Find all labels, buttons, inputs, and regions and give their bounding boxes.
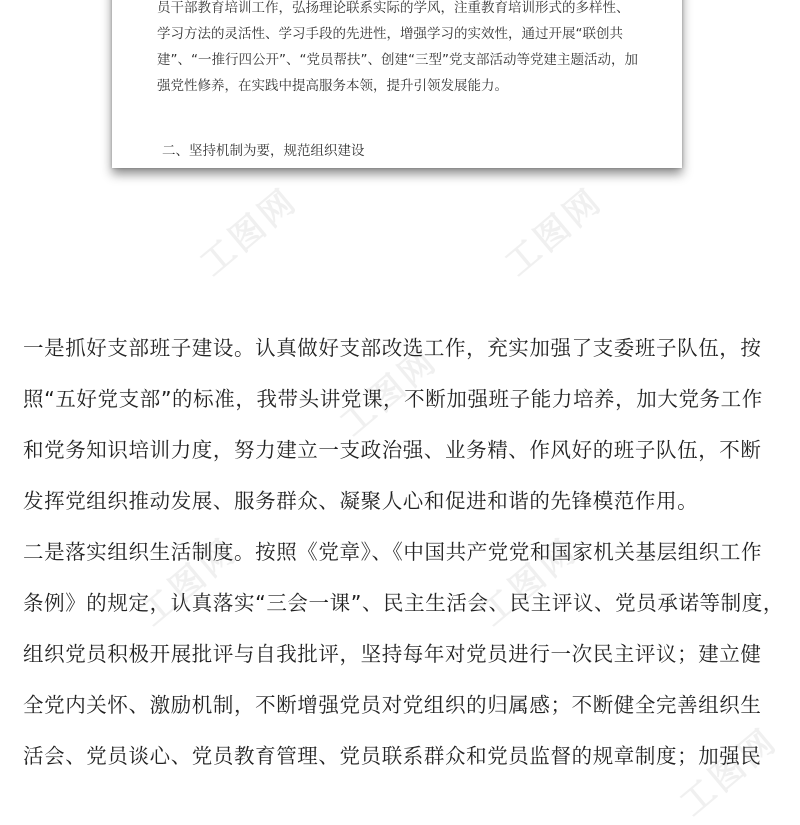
preview-line: 学习方法的灵活性、学习手段的先进性，增强学习的实效性，通过开展“联创共: [157, 26, 623, 42]
preview-line: 员干部教育培训工作，弘扬理论联系实际的学风，注重教育培训形式的多样性、: [157, 0, 630, 16]
body-line: 一是抓好支部班子建设。认真做好支部改选工作，充实加强了支委班子队伍，按: [23, 336, 762, 360]
body-line: 活会、党员谈心、党员教育管理、党员联系群众和党员监督的规章制度；加强民: [23, 744, 762, 768]
preview-line: 建”、“一推行四公开”、“党员帮扶”、创建“三型”党支部活动等党建主题活动，加: [157, 52, 638, 68]
watermark: 工图网: [672, 720, 786, 825]
body-text: [23, 328, 783, 776]
watermark: 工图网: [472, 530, 586, 635]
body-line: 全党内关怀、激励机制，不断增强党员对党组织的归属感；不断健全完善组织生: [23, 693, 762, 717]
document-preview-card: [112, 0, 682, 168]
body-line: 组织党员积极开展批评与自我批评，坚持每年对党员进行一次民主评议；建立健: [23, 642, 762, 666]
preview-section-heading: 二、坚持机制为要，规范组织建设: [162, 143, 365, 159]
body-line: 条例》的规定，认真落实“三会一课”、民主生活会、民主评议、党员承诺等制度，: [23, 591, 784, 615]
body-line: 照“五好党支部”的标准，我带头讲党课，不断加强班子能力培养，加大党务工作: [23, 387, 763, 411]
watermark: 工图网: [132, 530, 246, 635]
watermark: 工图网: [332, 340, 446, 445]
watermark: 工图网: [497, 180, 611, 285]
body-line: 和党务知识培训力度，努力建立一支政治强、业务精、作风好的班子队伍，不断: [23, 438, 762, 462]
body-line: 二是落实组织生活制度。按照《党章》、《中国共产党党和国家机关基层组织工作: [23, 540, 763, 564]
preview-line: 强党性修养，在实践中提高服务本领，提升引领发展能力。: [157, 78, 508, 94]
body-line: 发挥党组织推动发展、服务群众、凝聚人心和促进和谐的先锋模范作用。: [23, 489, 699, 513]
watermark: 工图网: [192, 180, 306, 285]
